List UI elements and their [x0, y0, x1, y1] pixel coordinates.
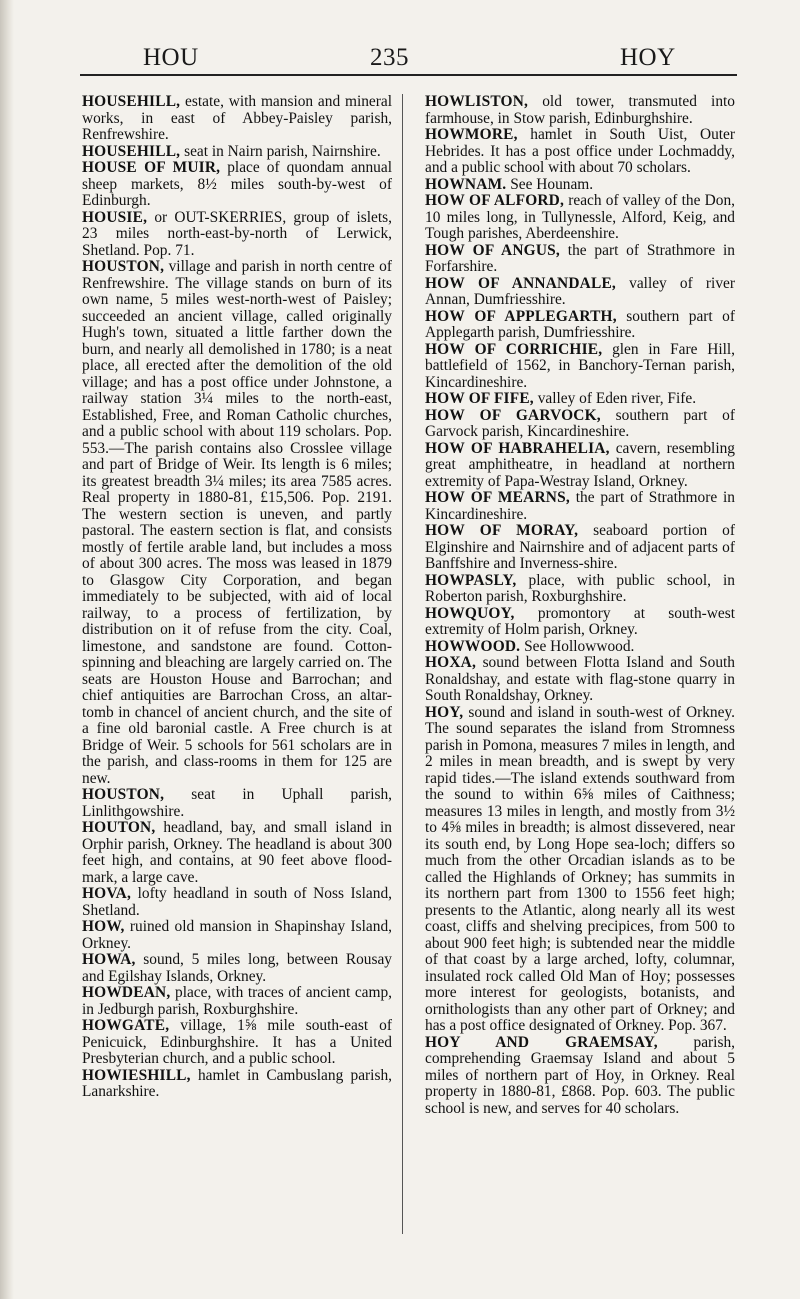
entry-headword: HOY AND GRAEMSAY, — [425, 1033, 658, 1051]
gazetteer-entry — [82, 985, 392, 1018]
gazetteer-entry — [425, 193, 735, 243]
entry-headword: HOWWOOD. — [425, 637, 521, 655]
entry-headword: HOXA, — [425, 654, 477, 671]
column-divider — [402, 94, 403, 1234]
entry-headword: HOUSIE, — [82, 208, 148, 226]
entry-text: valley of Eden river, Fife. — [533, 390, 697, 407]
entry-text: old tower, transmuted into farmhouse, in Stow parish, Edinburghshire. — [425, 93, 735, 127]
entry-headword: HOUSE OF MUIR, — [82, 159, 221, 176]
entry-headword: HOWPASLY, — [425, 571, 517, 589]
entry-text: See Hollowwood. — [520, 637, 635, 655]
entry-text: hamlet in South Uist, Outer Hebrides. It has a post office under Lochmaddy, and a public school with about 70 scholars. — [425, 126, 735, 176]
entry-headword: HOW OF CORRICHIE, — [425, 340, 603, 358]
gazetteer-entry — [82, 1018, 392, 1068]
gazetteer-entry — [82, 919, 392, 952]
entry-text: sound and island in south-west of Orkney. The sound separates the island from Stromness parish in Pomona, measures 7 miles in length, and 2 miles in mean breadth, and is swept by very rapid tides.—The island extends southward from the sound to within 6⅝ miles of Caithness; measures 13 miles in length, and mostly from 3½ to 4⅝ miles in breadth; is almost dissevered, near its south end, by Long Hope sea-loch; differs so much from the other Orcadian islands as to be called the Highlands of Orkney; has summits in its northern part from 1300 to 1556 feet high; presents to the Atlantic, along nearly all its west coast, cliffs and shelving precipices, from 500 to about 900 feet high; is subtended near the middle of that coast by a large arched, lofty, columnar, insulated rock called Old Man of Hoy; possesses more interest for geologists, botanists, and ornithologists than any other part of Orkney; and has a post office designated of Orkney. Pop. 367. — [425, 703, 735, 1034]
entry-headword: HOY, — [425, 703, 464, 721]
gazetteer-entry — [82, 210, 392, 260]
entry-text: seat in Uphall parish, Linlithgowshire. — [82, 786, 392, 820]
right-column — [425, 94, 735, 1117]
entry-text: reach of valley of the Don, 10 miles long, in Tullynessle, Alford, Keig, and Tough parishes, Aberdeenshire. — [425, 192, 735, 242]
gazetteer-entry — [425, 606, 735, 639]
entry-headword: HOW OF ANNANDALE, — [425, 274, 616, 292]
entry-text: cavern, resembling great amphitheatre, in headland at northern extremity of Papa-Westray Island, Orkney. — [425, 439, 735, 490]
gazetteer-entry — [425, 94, 735, 127]
gazetteer-entry — [425, 127, 735, 177]
entry-headword: HOWNAM. — [425, 175, 507, 193]
entry-text: the part of Strathmore in Kincardineshire. — [425, 489, 735, 523]
entry-text: lofty headland in south of Noss Island, Shetland. — [82, 885, 392, 919]
entry-text: village, 1⅝ mile south-east of Penicuick, Edinburghshire. It has a United Presbyterian church, and a public school. — [82, 1017, 392, 1067]
entry-headword: HOW OF ANGUS, — [425, 241, 560, 259]
page-spine-shadow — [0, 0, 14, 1299]
entry-text: sound, 5 miles long, between Rousay and Egilshay Islands, Orkney. — [82, 951, 392, 985]
entry-text: seaboard portion of Elginshire and Nairnshire and of adjacent parts of Banffshire and Inverness-shire. — [425, 522, 735, 572]
gazetteer-entry — [425, 441, 735, 491]
entry-headword: HOW OF APPLEGARTH, — [425, 307, 617, 325]
entry-headword: HOWIESHILL, — [82, 1066, 191, 1084]
entry-headword: HOW OF MEARNS, — [425, 489, 570, 506]
entry-headword: HOW OF FIFE, — [425, 390, 534, 407]
gazetteer-entry — [425, 523, 735, 573]
gazetteer-entry — [425, 408, 735, 441]
gazetteer-entry — [82, 144, 392, 161]
gazetteer-entry — [82, 259, 392, 787]
gazetteer-entry — [425, 655, 735, 705]
gazetteer-entry — [425, 705, 735, 1035]
entry-text: promontory at south-west extremity of Holm parish, Orkney. — [425, 604, 735, 638]
page-number: 235 — [370, 44, 409, 71]
entry-text: glen in Fare Hill, battlefield of 1562, in Banchory-Ternan parish, Kincardineshire. — [425, 340, 735, 391]
gazetteer-entry — [425, 391, 735, 408]
gazetteer-entry — [82, 94, 392, 144]
gazetteer-entry — [82, 1068, 392, 1101]
entry-headword: HOWMORE, — [425, 126, 518, 143]
entry-headword: HOWLISTON, — [425, 93, 529, 110]
entry-headword: HOUTON, — [82, 819, 156, 836]
gazetteer-entry — [82, 886, 392, 919]
entry-headword: HOWQUOY, — [425, 604, 515, 622]
entry-text: hamlet in Cambuslang parish, Lanarkshire. — [82, 1066, 392, 1100]
entry-text: headland, bay, and small island in Orphir parish, Orkney. The headland is about 300 feet high, and contains, at 90 feet above flood-mark, a large cave. — [82, 819, 392, 886]
gazetteer-entry — [425, 490, 735, 523]
gazetteer-entry — [82, 787, 392, 820]
entry-headword: HOUSEHILL, — [82, 142, 181, 160]
gazetteer-entry — [425, 309, 735, 342]
header-left-guide-word: HOU — [143, 44, 199, 71]
entry-text: place, with public school, in Roberton parish, Roxburghshire. — [425, 571, 735, 605]
header-rule — [80, 74, 737, 76]
entry-headword: HOW OF HABRAHELIA, — [425, 439, 610, 457]
entry-headword: HOW OF GARVOCK, — [425, 406, 601, 424]
entry-text: southern part of Garvock parish, Kincardineshire. — [425, 406, 736, 440]
entry-headword: HOVA, — [82, 885, 132, 902]
entry-headword: HOUSTON, — [82, 786, 165, 803]
entry-headword: HOW OF MORAY, — [425, 522, 579, 539]
entry-headword: HOW, — [82, 918, 125, 935]
gazetteer-entry — [425, 1035, 735, 1118]
entry-text: estate, with mansion and mineral works, in east of Abbey-Paisley parish, Renfrewshire. — [82, 93, 392, 143]
running-header — [0, 44, 800, 74]
entry-text: ruined old mansion in Shapinshay Island, Orkney. — [82, 918, 392, 952]
gazetteer-entry — [425, 573, 735, 606]
entry-text: See Hounam. — [506, 175, 594, 193]
entry-text: southern part of Applegarth parish, Dumfriesshire. — [425, 307, 735, 341]
gazetteer-entry — [425, 177, 735, 194]
entry-text: seat in Nairn parish, Nairnshire. — [180, 142, 381, 160]
gazetteer-entry — [425, 639, 735, 656]
left-column — [82, 94, 392, 1101]
entry-headword: HOUSTON, — [82, 258, 165, 275]
entry-headword: HOWA, — [82, 951, 136, 968]
entry-text: parish, comprehending Graemsay Island and about 5 miles of northern part of Hoy, in Orkney. Real property in 1880-81, £868. Pop. 603. The public school is new, and serves for 40 scholars. — [425, 1033, 735, 1117]
entry-text: or OUT-SKERRIES, group of islets, 23 miles north-east-by-north of Lerwick, Shetland. Pop. 71. — [82, 208, 392, 259]
gazetteer-entry — [425, 243, 735, 276]
entry-text: sound between Flotta Island and South Ronaldshay, and estate with flag-stone quarry in South Ronaldshay, Orkney. — [425, 654, 735, 704]
entry-headword: HOWGATE, — [82, 1017, 170, 1034]
gazetteer-entry — [82, 952, 392, 985]
entry-headword: HOUSEHILL, — [82, 93, 181, 110]
entry-text: valley of river Annan, Dumfriesshire. — [425, 274, 735, 308]
gazetteer-entry — [425, 276, 735, 309]
gazetteer-entry — [425, 342, 735, 392]
entry-headword: HOW OF ALFORD, — [425, 192, 565, 209]
gazetteer-entry — [82, 820, 392, 886]
entry-text: village and parish in north centre of Renfrewshire. The village stands on burn of its own name, 5 miles west-north-west of Paisley; succeeded an ancient village, called originally Hugh's town, situated a little farther down the burn, and nearly all demolished in 1780; is a neat place, all erected after the demolition of the old village; and has a post office under Johnstone, a railway station 3¼ miles to the north-east, Established, Free, and Roman Catholic churches, and a public school with about 119 scholars. Pop. 553.—The parish contains also Crosslee village and part of Bridge of Weir. Its length is 6 miles; its greatest breadth 3¼ miles; its area 7585 acres. Real property in 1880-81, £15,506. Pop. 2191. The western section is uneven, and partly pastoral. The eastern section is flat, and consists mostly of fertile arable land, but includes a moss of about 300 acres. The moss was leased in 1879 to Glasgow City Corporation, and began immediately to be subjected, with aid of local railway, to a process of fertilization, by distribution on it of refuse from the city. Coal, limestone, and sandstone are found. Cotton-spinning and bleaching are largely carried on. The seats are Houston House and Barrochan; and chief antiquities are Barrochan Cross, an altar-tomb in chancel of ancient church, and the site of a fine old baronial castle. A Free church is at Bridge of Weir. 5 schools for 561 scholars are in the parish, and class-rooms in them for 125 are new. — [82, 258, 392, 787]
entry-headword: HOWDEAN, — [82, 984, 171, 1001]
entry-text: place of quondam annual sheep markets, 8½ miles south-by-west of Edinburgh. — [82, 159, 392, 209]
header-right-guide-word: HOY — [620, 44, 676, 71]
entry-text: place, with traces of ancient camp, in Jedburgh parish, Roxburghshire. — [82, 984, 392, 1018]
gazetteer-entry — [82, 160, 392, 210]
entry-text: the part of Strathmore in Forfarshire. — [425, 241, 735, 275]
